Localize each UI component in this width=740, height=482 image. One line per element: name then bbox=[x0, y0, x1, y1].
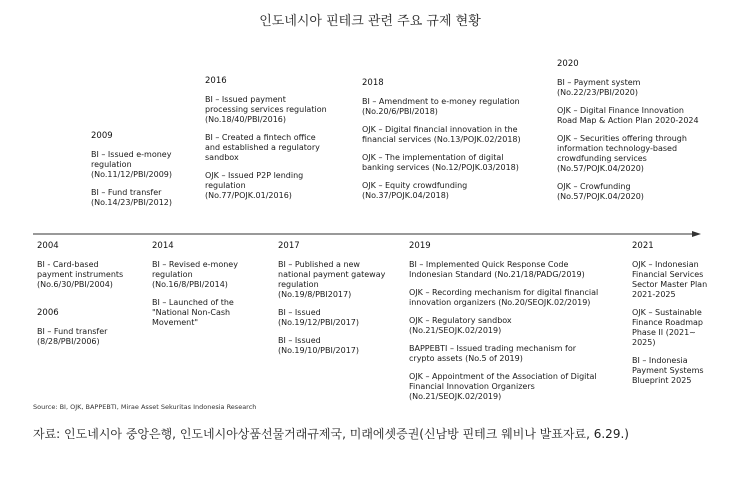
regulation-item: OJK – Digital financial innovation in the financial services (No.13/POJK.02/2018) bbox=[362, 125, 521, 144]
caption: 자료: 인도네시아 중앙은행, 인도네시아상품선물거래규제국, 미래에셋증권(신남방 핀테크 웨비나 발표자료, 6.29.) bbox=[33, 427, 629, 441]
timeline-block-2020 bbox=[557, 59, 722, 202]
regulation-item: OJK – Securities offering through information technology-based crowdfunding services (No.57/POJK.04/2020) bbox=[557, 134, 687, 173]
source-note: Source: BI, OJK, BAPPEBTI, Mirae Asset Sekuritas Indonesia Research bbox=[33, 403, 257, 411]
regulation-item: OJK – Appointment of the Association of Digital Financial Innovation Organizers (No.21/SEOJK.02/2019) bbox=[409, 372, 597, 401]
regulation-item: BI – Amendment to e-money regulation (No.20/6/PBI/2018) bbox=[362, 97, 520, 116]
year-label: 2021 bbox=[632, 241, 654, 251]
regulation-item: OJK – Sustainable Finance Roadmap Phase II (2021~ 2025) bbox=[632, 308, 703, 347]
timeline-block-2014 bbox=[152, 241, 270, 328]
year-label: 2014 bbox=[152, 241, 174, 251]
year-label: 2009 bbox=[91, 131, 113, 141]
regulation-item: BI – Issued payment processing services regulation (No.18/40/PBI/2016) bbox=[205, 95, 327, 124]
timeline-block-2016 bbox=[205, 76, 355, 201]
regulation-item: BI - Card-based payment instruments (No.6/30/PBI/2004) bbox=[37, 260, 124, 289]
year-label: 2019 bbox=[409, 241, 431, 251]
regulation-item: BI – Revised e-money regulation (No.16/8/PBI/2014) bbox=[152, 260, 238, 289]
regulation-item: OJK – Issued P2P lending regulation (No.77/POJK.01/2016) bbox=[205, 171, 304, 200]
regulation-item: OJK – The implementation of digital banking services (No.12/POJK.03/2018) bbox=[362, 153, 519, 172]
regulation-item: BAPPEBTI – Issued trading mechanism for crypto assets (No.5 of 2019) bbox=[409, 344, 576, 363]
regulation-item: BI – Launched of the "National Non-Cash Movement" bbox=[152, 298, 234, 327]
year-label: 2017 bbox=[278, 241, 300, 251]
regulation-item: OJK – Crowfunding (No.57/POJK.04/2020) bbox=[557, 182, 644, 201]
year-label: 2016 bbox=[205, 76, 227, 86]
regulation-item: BI – Fund transfer (No.14/23/PBI/2012) bbox=[91, 188, 172, 207]
regulation-item: BI – Payment system (No.22/23/PBI/2020) bbox=[557, 78, 641, 97]
regulation-item: OJK – Digital Finance Innovation Road Map & Action Plan 2020-2024 bbox=[557, 106, 699, 125]
regulation-item: OJK – Indonesian Financial Services Sector Master Plan 2021-2025 bbox=[632, 260, 708, 299]
timeline-block-2021 bbox=[632, 241, 732, 386]
regulation-item: BI – Implemented Quick Response Code Indonesian Standard (No.21/18/PADG/2019) bbox=[409, 260, 585, 279]
timeline-block-2006 bbox=[37, 308, 147, 347]
year-label: 2018 bbox=[362, 78, 384, 88]
regulation-item: BI – Published a new national payment gateway regulation (No.19/8/PBI2017) bbox=[278, 260, 386, 299]
year-label: 2006 bbox=[37, 308, 59, 318]
timeline-block-2009 bbox=[91, 131, 201, 208]
regulation-item: OJK – Recording mechanism for digital financial innovation organizers (No.20/SEOJK.02/2019) bbox=[409, 288, 599, 307]
timeline-block-2018 bbox=[362, 78, 547, 201]
regulation-item: BI – Issued (No.19/12/PBI/2017) bbox=[278, 308, 359, 327]
year-label: 2004 bbox=[37, 241, 59, 251]
regulation-item: BI – Created a fintech office and established a regulatory sandbox bbox=[205, 133, 320, 162]
regulation-item: BI – Fund transfer (8/28/PBI/2006) bbox=[37, 327, 108, 346]
timeline-block-2017 bbox=[278, 241, 403, 356]
regulation-item: BI – Issued (No.19/10/PBI/2017) bbox=[278, 336, 359, 355]
timeline-block-2004 bbox=[37, 241, 147, 290]
chart-title: 인도네시아 핀테크 관련 주요 규제 현황 bbox=[259, 14, 481, 29]
year-label: 2020 bbox=[557, 59, 579, 69]
regulation-item: OJK – Equity crowdfunding (No.37/POJK.04/2018) bbox=[362, 181, 468, 200]
timeline-block-2019 bbox=[409, 241, 624, 402]
regulation-item: BI – Issued e-money regulation (No.11/12/PBI/2009) bbox=[91, 150, 172, 179]
regulation-item: BI – Indonesia Payment Systems Blueprint 2025 bbox=[632, 356, 704, 385]
regulation-item: OJK – Regulatory sandbox (No.21/SEOJK.02/2019) bbox=[409, 316, 512, 335]
timeline-arrow bbox=[33, 230, 701, 238]
